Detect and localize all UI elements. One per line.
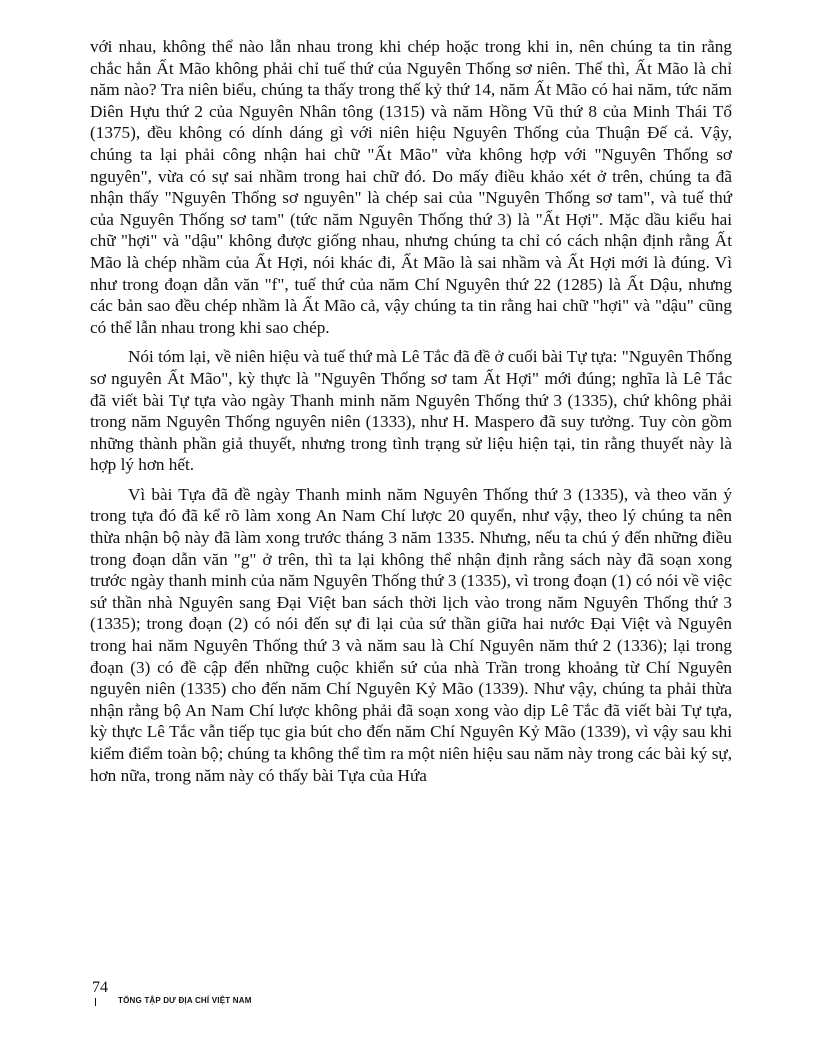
paragraph-2: Nói tóm lại, về niên hiệu và tuế thứ mà Lê Tắc đã đề ở cuối bài Tự tựa: "Nguyên Thống sơ nguyên Ất Mão", kỳ thực là "Nguyên Thống sơ tam Ất Hợi" mới đúng; nghĩa là Lê Tắc đã viết bài Tự tựa vào ngày Thanh minh năm Nguyên Thống thứ 3 (1335), chứ không phải trong năm Nguyên Thống nguyên niên (1333), như H. Maspero đã suy tưởng. Tuy còn gồm những thành phần giả thuyết, nhưng trong tình trạng sử liệu hiện tại, tin rằng thuyết này là hợp lý hơn hết.: [90, 347, 732, 475]
page-body: [90, 36, 732, 786]
footer-divider: [95, 998, 96, 1006]
paragraph-1: với nhau, không thể nào lẫn nhau trong khi chép hoặc trong khi in, nên chúng ta tin rằng chắc hẳn Ất Mão không phải chỉ tuế thứ của Nguyên Thống sơ niên. Thế thì, Ất Mão là chỉ năm nào? Tra niên biểu, chúng ta thấy trong thế kỷ thứ 14, năm Ất Mão có hai năm, tức năm Diên Hựu thứ 2 của Nguyên Nhân tông (1315) và năm Hồng Vũ thứ 8 của Minh Thái Tổ (1375), đều không có dính dáng gì với niên hiệu Nguyên Thống của Thuận Đế cả. Vậy, chúng ta lại phải công nhận hai chữ "Ất Mão" vừa không hợp với "Nguyên Thống sơ nguyên", vừa có sự sai nhầm trong hai chữ đó. Do mấy điều khảo xét ở trên, chúng ta đã nhận thấy "Nguyên Thống sơ nguyên" là chép sai của "Nguyên Thống sơ tam", và tuế thứ của Nguyên Thống sơ tam" (tức năm Nguyên Thống thứ 3) là "Ất Hợi". Mặc dầu kiểu hai chữ "hợi" và "dậu" không được giống nhau, nhưng chúng ta chỉ có cách nhận định rằng Ất Mão là chép nhầm của Ất Hợi, nói khác đi, Ất Mão là sai nhầm và Ất Hợi mới là đúng. Vì như trong đoạn dẫn văn "f", tuế thứ của năm Chí Nguyên thứ 22 (1285) là Ất Dậu, nhưng các bản sao đều chép nhầm là Ất Mão cả, vậy chúng ta tin rằng hai chữ "hợi" và "dậu" cũng có thể lẫn nhau trong khi sao chép.: [90, 37, 732, 337]
series-title: TỔNG TẬP DƯ ĐỊA CHÍ VIỆT NAM: [118, 996, 252, 1005]
page-footer: [92, 980, 392, 1010]
page-number: 74: [92, 979, 108, 996]
paragraph-3: Vì bài Tựa đã đề ngày Thanh minh năm Nguyên Thống thứ 3 (1335), và theo văn ý trong tựa đó đã kể rõ làm xong An Nam Chí lược 20 quyển, như vậy, theo lý chúng ta nên thừa nhận bộ này đã làm xong trước tháng 3 năm 1335. Nhưng, nếu ta chú ý đến những điều trong đoạn dẫn văn "g" ở trên, thì ta lại không thể nhận định rằng sách này đã soạn xong trước ngày thanh minh của năm Nguyên Thống thứ 3 (1335), vì trong đoạn (1) có nói về việc sứ thần nhà Nguyên sang Đại Việt ban sách thời lịch vào trong năm Nguyên Thống thứ 3 (1335); trong đoạn (2) có nói đến sự đi lại của sứ thần giữa hai nước Đại Việt và Nguyên trong hai năm Nguyên Thống thứ 3 và năm sau là Chí Nguyên năm thứ 2 (1336); lại trong đoạn (3) có đề cập đến những cuộc khiển sứ của nhà Trần trong khoảng từ Chí Nguyên nguyên niên (1335) cho đến năm Chí Nguyên Kỷ Mão (1339). Như vậy, chúng ta phải thừa nhận rằng bộ An Nam Chí lược không phải đã soạn xong vào dịp Lê Tắc đã viết bài Tự tựa, kỳ thực Lê Tắc vẫn tiếp tục gia bút cho đến năm Chí Nguyên Kỷ Mão (1339), vì vậy sau khi kiểm điểm toàn bộ; chúng ta không thể tìm ra một niên hiệu sau năm này trong các bài ký sự, hơn nữa, trong năm này có thấy bài Tựa của Hứa: [90, 484, 732, 785]
